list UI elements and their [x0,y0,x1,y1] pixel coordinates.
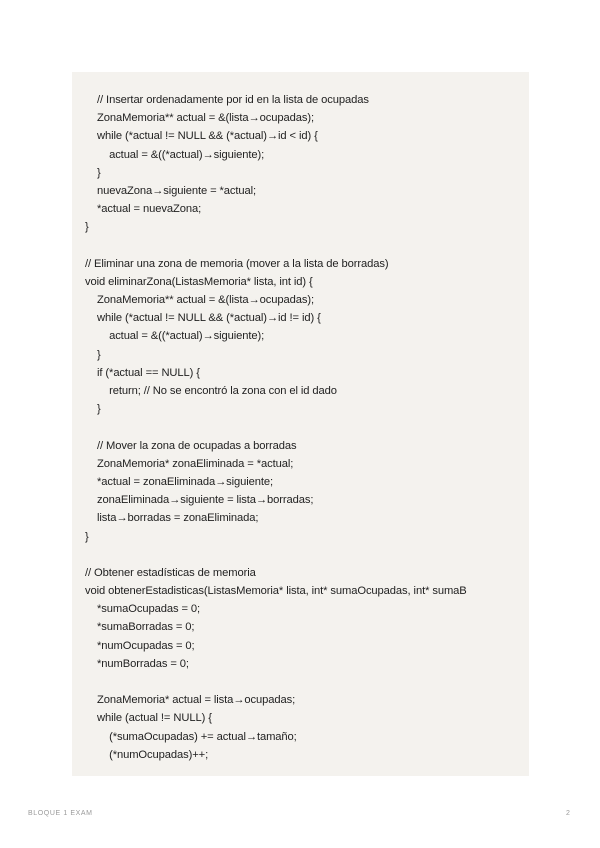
code-line: if (*actual == NULL) { [85,366,200,379]
code-line: actual = &((*actual)→siguiente); [85,148,265,161]
code-line: *sumaBorradas = 0; [85,621,195,634]
code-line [85,673,529,691]
code-line [85,237,529,255]
code-line: } [85,403,101,416]
code-line: ZonaMemoria** actual = &(lista→ocupadas); [85,112,314,125]
code-line: } [85,221,89,234]
code-line: lista→borradas = zonaEliminada; [85,512,259,525]
code-line: // Mover la zona de ocupadas a borradas [85,439,297,452]
code-line: (*numOcupadas)++; [85,748,209,761]
code-line: while (*actual != NULL && (*actual)→id < id) { [85,130,318,143]
code-line: ZonaMemoria* actual = lista→ocupadas; [85,694,296,707]
code-line: (*sumaOcupadas) += actual→tamaño; [85,730,297,743]
code-lines [85,91,529,764]
code-line: } [85,530,89,543]
code-line: } [85,166,101,179]
code-line: void obtenerEstadisticas(ListasMemoria* lista, int* sumaOcupadas, int* sumaB [85,585,467,598]
code-line: while (actual != NULL) { [85,712,212,725]
code-line: *actual = nuevaZona; [85,203,202,216]
code-line [85,546,529,564]
code-line: *numBorradas = 0; [85,657,189,670]
code-line: ZonaMemoria** actual = &(lista→ocupadas); [85,294,314,307]
code-line: void eliminarZona(ListasMemoria* lista, int id) { [85,275,313,288]
code-line [85,418,529,436]
code-line: // Eliminar una zona de memoria (mover a la lista de borradas) [85,257,389,270]
footer-label: BLOQUE 1 EXAM [28,810,93,817]
code-line: actual = &((*actual)→siguiente); [85,330,265,343]
code-line: // Obtener estadísticas de memoria [85,566,256,579]
code-line: while (*actual != NULL && (*actual)→id != id) { [85,312,321,325]
code-block [72,72,529,776]
code-line: *numOcupadas = 0; [85,639,195,652]
code-line: *actual = zonaEliminada→siguiente; [85,475,274,488]
code-line: zonaEliminada→siguiente = lista→borradas; [85,494,314,507]
code-line: nuevaZona→siguiente = *actual; [85,184,257,197]
code-line: ZonaMemoria* zonaEliminada = *actual; [85,457,294,470]
code-line: // Insertar ordenadamente por id en la lista de ocupadas [85,94,369,106]
code-line: return; // No se encontró la zona con el id dado [85,385,337,397]
code-line: } [85,348,101,361]
code-line: *sumaOcupadas = 0; [85,603,201,616]
page-number: 2 [566,810,570,817]
